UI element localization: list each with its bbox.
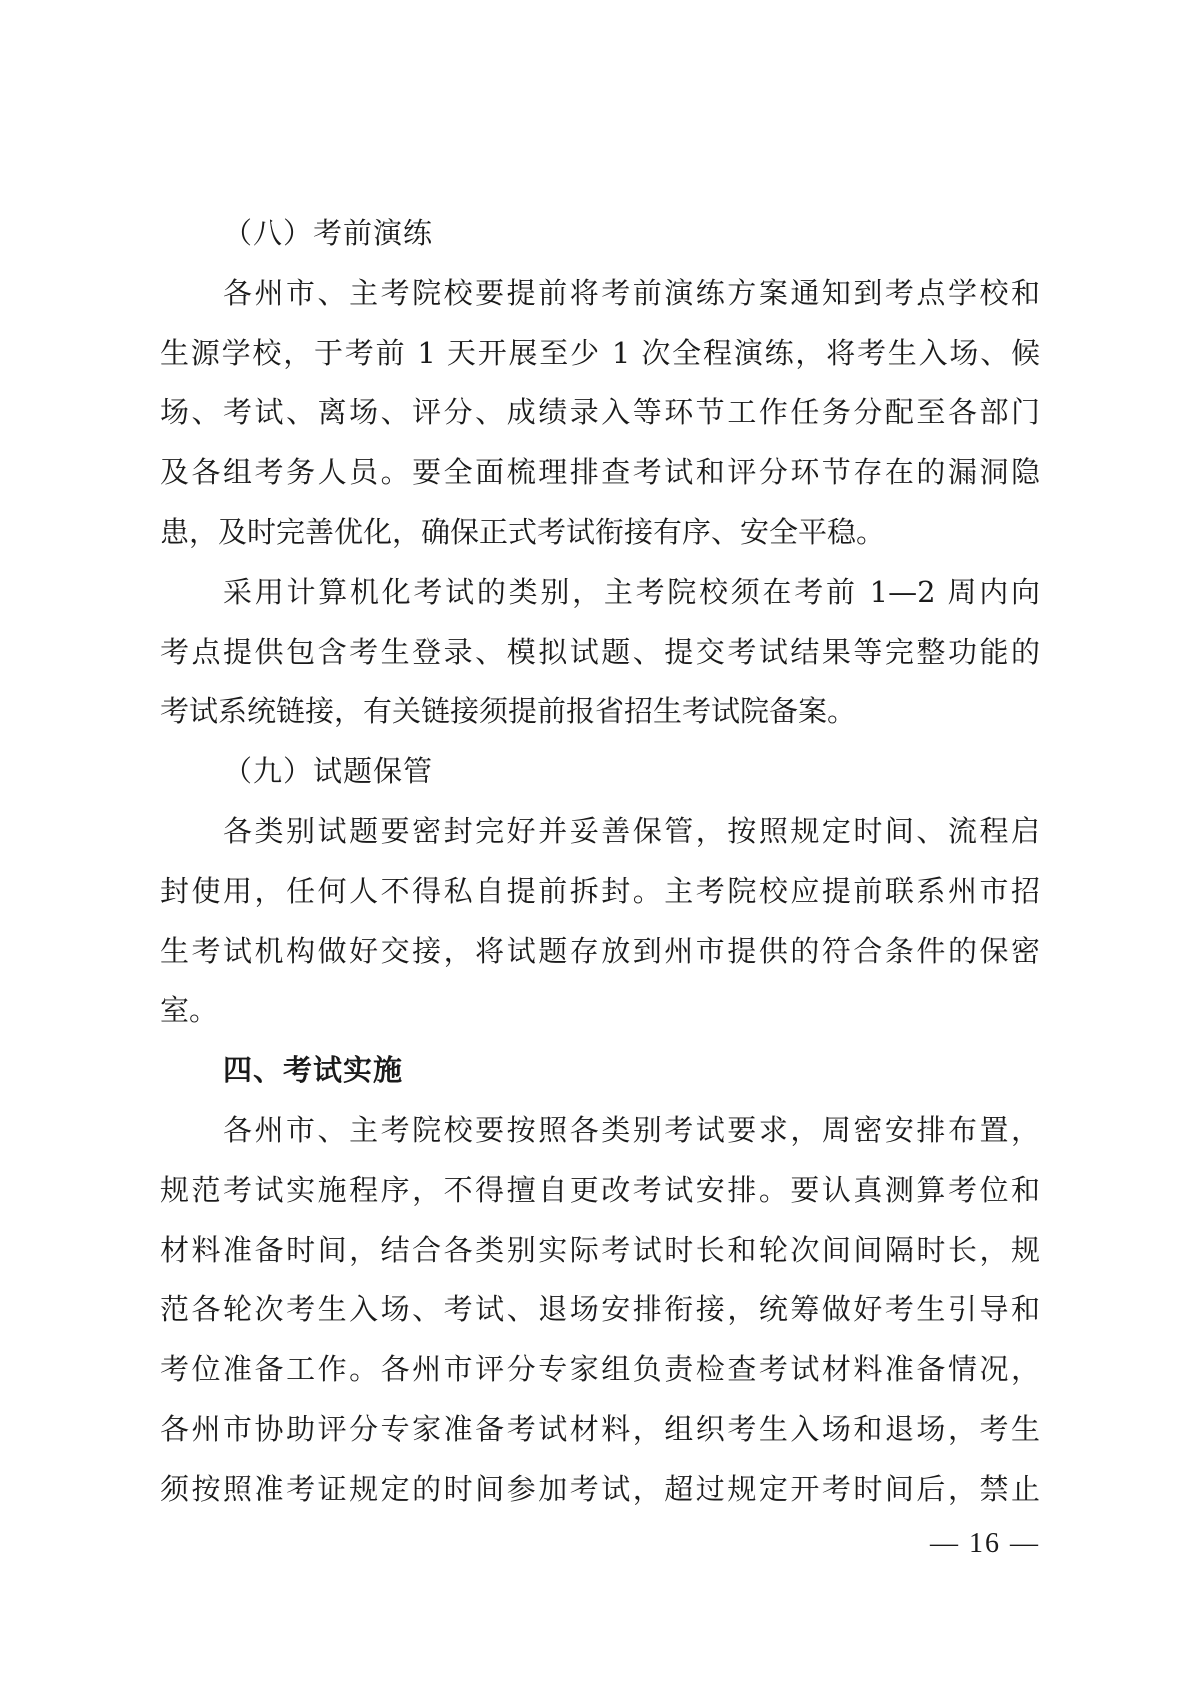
- paragraph-line: 考位准备工作。各州市评分专家组负责检查考试材料准备情况，: [160, 1352, 1040, 1387]
- paragraph-line: 各州市协助评分专家准备考试材料，组织考生入场和退场，考生: [160, 1411, 1040, 1446]
- section-heading-8: （八）考前演练: [223, 216, 434, 250]
- paragraph-line: 材料准备时间，结合各类别实际考试时长和轮次间间隔时长，规: [160, 1232, 1040, 1267]
- paragraph-line: 室。: [160, 993, 219, 1028]
- page-number: — 16 —: [930, 1528, 1040, 1559]
- paragraph-line: 须按照准考证规定的时间参加考试，超过规定开考时间后，禁止: [160, 1471, 1040, 1506]
- paragraph-line: 各州市、主考院校要按照各类别考试要求，周密安排布置，: [223, 1112, 1040, 1147]
- paragraph-line: 各类别试题要密封完好并妥善保管，按照规定时间、流程启: [223, 813, 1040, 848]
- section-heading-9: （九）试题保管: [223, 754, 434, 789]
- paragraph-line: 考点提供包含考生登录、模拟试题、提交考试结果等完整功能的: [160, 634, 1040, 669]
- chapter-heading-4: 四、考试实施: [223, 1053, 404, 1088]
- paragraph-line: 生源学校，于考前 1 天开展至少 1 次全程演练，将考生入场、候: [160, 335, 1040, 370]
- paragraph-line: 范各轮次考生入场、考试、退场安排衔接，统筹做好考生引导和: [160, 1292, 1040, 1327]
- paragraph-line: 考试系统链接，有关链接须提前报省招生考试院备案。: [160, 694, 857, 729]
- paragraph-line: 规范考试实施程序，不得擅自更改考试安排。要认真测算考位和: [160, 1172, 1040, 1207]
- paragraph-line: 及各组考务人员。要全面梳理排查考试和评分环节存在的漏洞隐: [160, 455, 1040, 490]
- document-body: [160, 204, 1040, 1520]
- paragraph-line: 各州市、主考院校要提前将考前演练方案通知到考点学校和: [223, 275, 1040, 310]
- paragraph-line: 采用计算机化考试的类别，主考院校须在考前 1—2 周内向: [223, 574, 1040, 609]
- paragraph-line: 场、考试、离场、评分、成绩录入等环节工作任务分配至各部门: [160, 395, 1040, 430]
- paragraph-line: 封使用，任何人不得私自提前拆封。主考院校应提前联系州市招: [160, 873, 1040, 908]
- paragraph-line: 患，及时完善优化，确保正式考试衔接有序、安全平稳。: [160, 514, 886, 549]
- paragraph-line: 生考试机构做好交接，将试题存放到州市提供的符合条件的保密: [160, 933, 1040, 968]
